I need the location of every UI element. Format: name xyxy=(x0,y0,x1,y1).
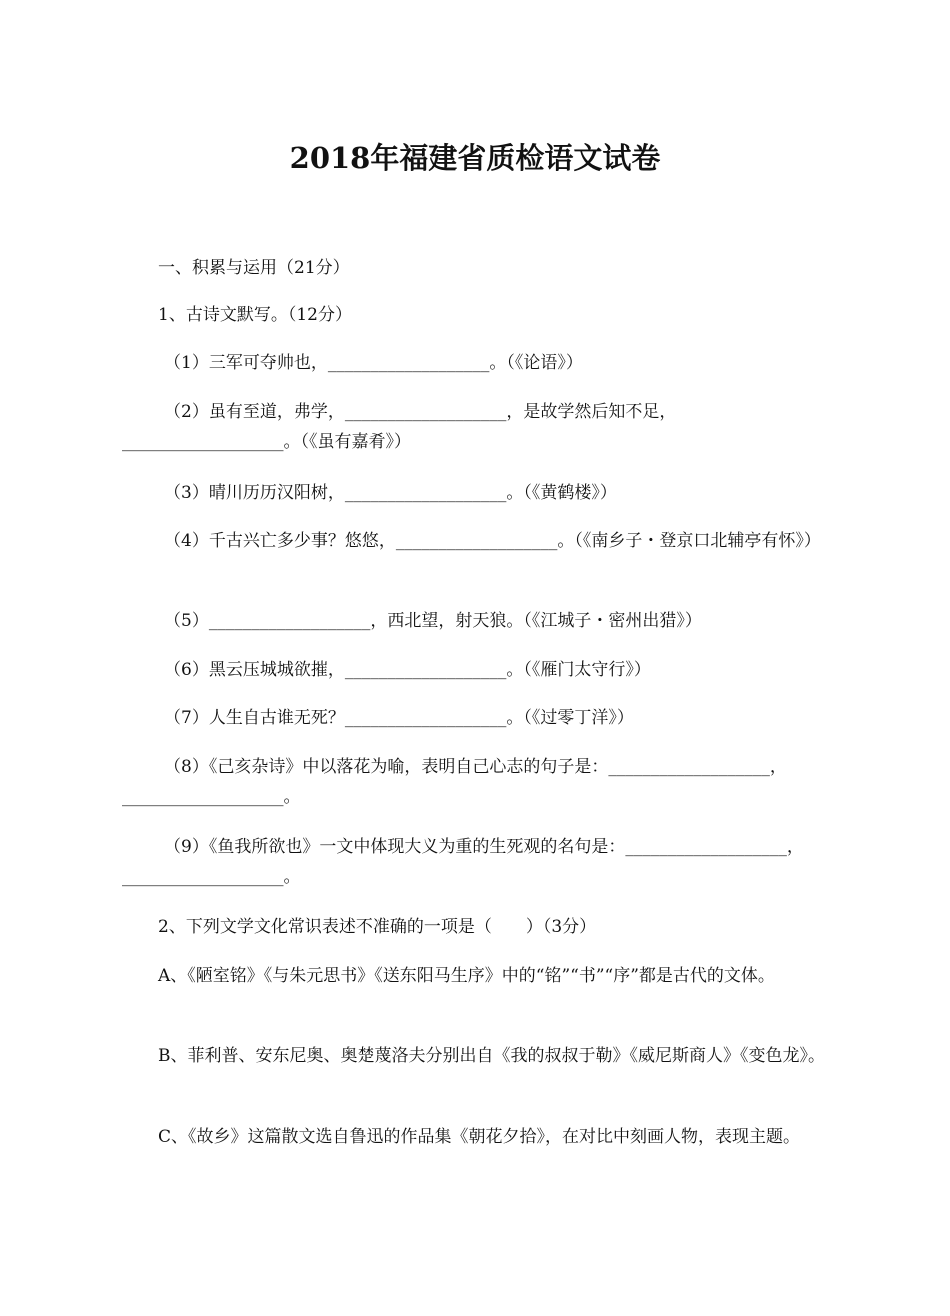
question-1-item-7: （7）人生自古谁无死？___________________。（《过零丁洋》） xyxy=(164,708,634,728)
question-2-option-c: C、《故乡》这篇散文选自鲁迅的作品集《朝花夕拾》，在对比中刻画人物，表现主题。 xyxy=(158,1127,801,1147)
page-title: 2018年福建省质检语文试卷 xyxy=(289,141,661,175)
question-2-option-a: A、《陋室铭》《与朱元思书》《送东阳马生序》中的“铭”“书”“序”都是古代的文体。 xyxy=(158,966,775,986)
question-1-item-1: （1）三军可夺帅也，___________________。（《论语》） xyxy=(164,353,583,373)
question-1-heading: 1、古诗文默写。（12分） xyxy=(158,305,352,325)
question-2-heading: 2、下列文学文化常识表述不准确的一项是（ ）（3分） xyxy=(158,917,597,937)
question-1-item-3: （3）晴川历历汉阳树，___________________。（《黄鹤楼》） xyxy=(164,483,617,503)
question-1-item-2: （2）虽有至道，弗学，___________________，是故学然后知不足，___________________。（《虽有嘉肴》） xyxy=(122,402,677,452)
question-1-item-5: （5）___________________，西北望，射天狼。（《江城子・密州出猎》） xyxy=(164,611,702,631)
question-1-item-6: （6）黑云压城城欲摧，___________________。（《雁门太守行》） xyxy=(164,660,651,680)
question-1-item-8: （8）《己亥杂诗》中以落花为喻，表明自己心志的句子是：___________________，___________________。 xyxy=(122,757,787,807)
question-1-item-9: （9）《鱼我所欲也》一文中体现大义为重的生死观的名句是：___________________，___________________。 xyxy=(122,837,804,887)
section-heading: 一、积累与运用（21分） xyxy=(158,258,350,278)
question-1-item-4: （4）千古兴亡多少事？悠悠，___________________。（《南乡子・登京口北辅亭有怀》） xyxy=(164,531,821,551)
question-2-option-b: B、菲利普、安东尼奥、奥楚蔑洛夫分别出自《我的叔叔于勒》《威尼斯商人》《变色龙》。 xyxy=(158,1046,825,1066)
